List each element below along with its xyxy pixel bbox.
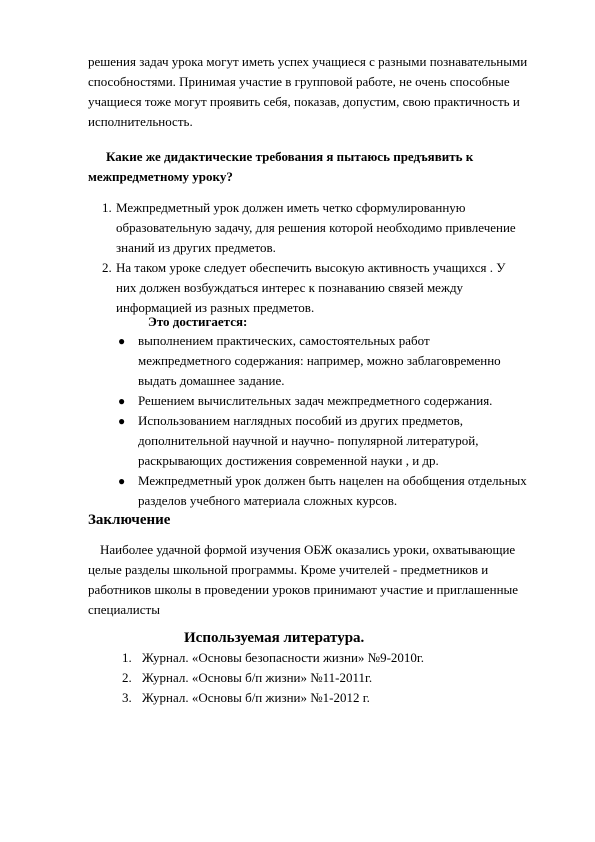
requirement-item	[88, 198, 568, 258]
bullet-icon: ●	[118, 334, 126, 348]
conclusion-line: специалисты	[88, 602, 160, 617]
conclusion-line: целые разделы школьной программы. Кроме учителей - предметников и	[88, 562, 489, 577]
bullet-line: Использованием наглядных пособий из других предметов,	[138, 413, 463, 428]
question-heading	[88, 147, 558, 187]
bullet-line: Межпредметный урок должен быть нацелен на обобщения отдельных	[138, 473, 527, 488]
bullet-icon: ●	[118, 474, 126, 488]
literature-item	[88, 668, 568, 688]
requirement-line: информацией из разных предметов.	[116, 300, 315, 315]
achieved-heading: Это достигается:	[148, 314, 248, 329]
list-number: 1.	[102, 200, 112, 215]
bullet-item	[88, 331, 568, 391]
intro-line: способностями. Принимая участие в групповой работе, не очень способные	[88, 74, 510, 89]
requirement-line: образовательную задачу, для решения которой необходимо привлечение	[116, 220, 516, 235]
bullet-item	[88, 391, 568, 411]
conclusion-paragraph	[88, 540, 568, 620]
bullet-icon: ●	[118, 394, 126, 408]
question-line: Какие же дидактические требования я пытаюсь предъявить к	[106, 149, 474, 164]
list-number: 1.	[122, 650, 132, 665]
literature-text: Журнал. «Основы б/п жизни» №1-2012 г.	[142, 690, 370, 705]
literature-list	[88, 648, 568, 708]
conclusion-heading: Заключение	[88, 512, 171, 528]
bullet-line: межпредметного содержания: например, можно заблаговременно	[138, 353, 501, 368]
intro-line: решения задач урока могут иметь успех учащиеся с разными познавательными	[88, 54, 528, 69]
requirement-line: знаний из других предметов.	[116, 240, 276, 255]
bullet-item	[88, 471, 568, 511]
question-line: межпредметному уроку?	[88, 169, 233, 184]
conclusion-line: работников школы в проведении уроков принимают участие и приглашенные	[88, 582, 519, 597]
bullet-line: дополнительной научной и научно- популярной литературой,	[138, 433, 479, 448]
bullet-line: разделов учебного материала сложных курсов.	[138, 493, 398, 508]
requirements-list	[88, 198, 568, 318]
literature-text: Журнал. «Основы безопасности жизни» №9-2010г.	[142, 650, 425, 665]
literature-item	[88, 648, 568, 668]
literature-heading: Используемая литература.	[184, 630, 365, 646]
list-number: 2.	[102, 260, 112, 275]
list-number: 3.	[122, 690, 132, 705]
literature-item	[88, 688, 568, 708]
methods-bullet-list	[88, 331, 568, 511]
conclusion-line: Наиболее удачной формой изучения ОБЖ оказались уроки, охватывающие	[100, 542, 516, 557]
bullet-line: Решением вычислительных задач межпредметного содержания.	[138, 393, 493, 408]
requirement-item	[88, 258, 568, 318]
requirement-line: них должен возбуждаться интерес к познаванию связей между	[116, 280, 464, 295]
list-number: 2.	[122, 670, 132, 685]
requirement-line: На таком уроке следует обеспечить высокую активность учащихся . У	[116, 260, 506, 275]
bullet-line: выполнением практических, самостоятельных работ	[138, 333, 430, 348]
intro-line: учащиеся тоже могут проявить себя, показав, допустим, свою практичность и	[88, 94, 520, 109]
intro-line: исполнительность.	[88, 114, 193, 129]
intro-paragraph	[88, 52, 558, 132]
requirement-line: Межпредметный урок должен иметь четко сформулированную	[116, 200, 466, 215]
bullet-item	[88, 411, 568, 471]
bullet-line: раскрывающих достижения современной науки , и др.	[138, 453, 439, 468]
literature-text: Журнал. «Основы б/п жизни» №11-2011г.	[142, 670, 373, 685]
bullet-icon: ●	[118, 414, 126, 428]
bullet-line: выдать домашнее задание.	[138, 373, 285, 388]
